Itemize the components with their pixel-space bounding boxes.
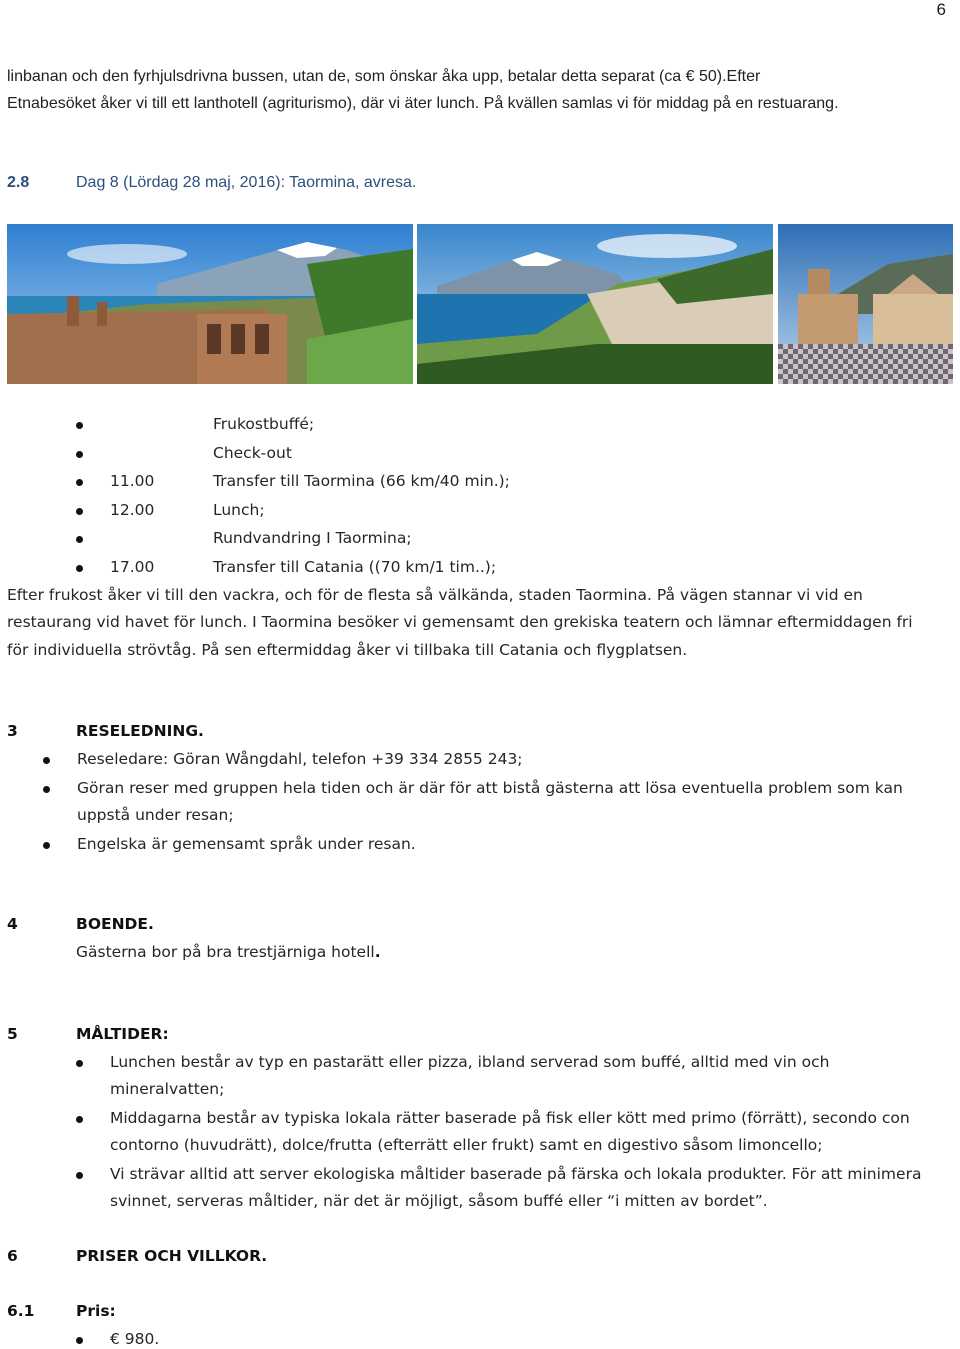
list-item-line: mineralvatten; [110,1080,225,1098]
bullet-icon [76,565,83,572]
section-number: 5 [7,1025,18,1043]
list-item-line: uppstå under resan; [77,806,234,824]
schedule-time: 17.00 [110,558,155,576]
intro-line-2: Etnabesöket åker vi till ett lanthotell (agriturismo), där vi äter lunch. På kvällen samlas vi för middag på en restuarang. [7,95,839,112]
list-item-line: Vi strävar alltid att server ekologiska måltider baserade på färska och lokala produkter. För att minimera [110,1165,922,1183]
list-item-line: svinnet, serveras måltider, när det är möjligt, såsom buffé eller “i mitten av bordet”. [110,1192,768,1210]
section-title: BOENDE. [76,915,154,933]
schedule-text: Lunch; [213,501,265,519]
bullet-icon [43,786,50,793]
section-number: 2.8 [7,174,30,191]
section-title: RESELEDNING. [76,722,204,740]
taormina-panorama-photo [417,224,773,384]
section-title: PRISER OCH VILLKOR. [76,1247,268,1265]
bullet-icon [43,757,50,764]
boende-text-body: Gästerna bor på bra trestjärniga hotell [76,943,375,961]
bullet-icon [76,1172,83,1179]
day8-paragraph-line: restaurang vid havet för lunch. I Taormina besöker vi gemensamt den grekiska teatern och lämnar eftermiddagen fri [7,613,913,631]
schedule-time: 12.00 [110,501,155,519]
schedule-text: Transfer till Catania ((70 km/1 tim..); [213,558,497,576]
day8-paragraph-line: för individuella strövtåg. På sen eftermiddag åker vi tillbaka till Catania och flygplatsen. [7,641,688,659]
boende-text [76,943,381,961]
section-number: 4 [7,915,18,933]
list-item-line: Lunchen består av typ en pastarätt eller pizza, ibland serverad som buffé, alltid med vin och [110,1053,830,1071]
bullet-icon [76,1337,83,1344]
schedule-text: Transfer till Taormina (66 km/40 min.); [213,472,510,490]
boende-text-period: . [374,943,381,961]
day8-paragraph-line: Efter frukost åker vi till den vackra, och för de flesta så välkända, staden Taormina. På vägen stannar vi vid en [7,586,863,604]
bullet-icon [76,508,83,515]
bullet-icon [76,1116,83,1123]
bullet-icon [76,479,83,486]
list-item-line: Middagarna består av typiska lokala rätter baserade på fisk eller kött med primo (förrätt), secondo con [110,1109,910,1127]
taormina-theatre-photo [7,224,413,384]
bullet-icon [76,451,83,458]
price-value: € 980. [110,1330,160,1348]
schedule-text: Rundvandring I Taormina; [213,529,412,547]
section-title: MÅLTIDER: [76,1025,169,1043]
section-number: 3 [7,722,18,740]
schedule-time: 11.00 [110,472,155,490]
taormina-piazza-photo [778,224,953,384]
subsection-number: 6.1 [7,1302,35,1320]
list-item-line: contorno (huvudrätt), dolce/frutta (efterrätt eller frukt) samt en digestivo såsom limoncello; [110,1136,823,1154]
section-number: 6 [7,1247,18,1265]
bullet-icon [43,842,50,849]
subsection-title: Pris: [76,1302,116,1320]
list-item-line: Engelska är gemensamt språk under resan. [77,835,416,853]
page-number: 6 [936,0,946,19]
bullet-icon [76,422,83,429]
bullet-icon [76,536,83,543]
list-item-line: Reseledare: Göran Wångdahl, telefon +39 334 2855 243; [77,750,523,768]
bullet-icon [76,1060,83,1067]
section-title: Dag 8 (Lördag 28 maj, 2016): Taormina, avresa. [76,174,417,191]
intro-line-1: linbanan och den fyrhjulsdrivna bussen, utan de, som önskar åka upp, betalar detta separat (ca € 50).Efter [7,68,761,85]
schedule-text: Check-out [213,444,292,462]
schedule-text: Frukostbuffé; [213,415,315,433]
list-item-line: Göran reser med gruppen hela tiden och är där för att bistå gästerna att lösa eventuella problem som kan [77,779,903,797]
